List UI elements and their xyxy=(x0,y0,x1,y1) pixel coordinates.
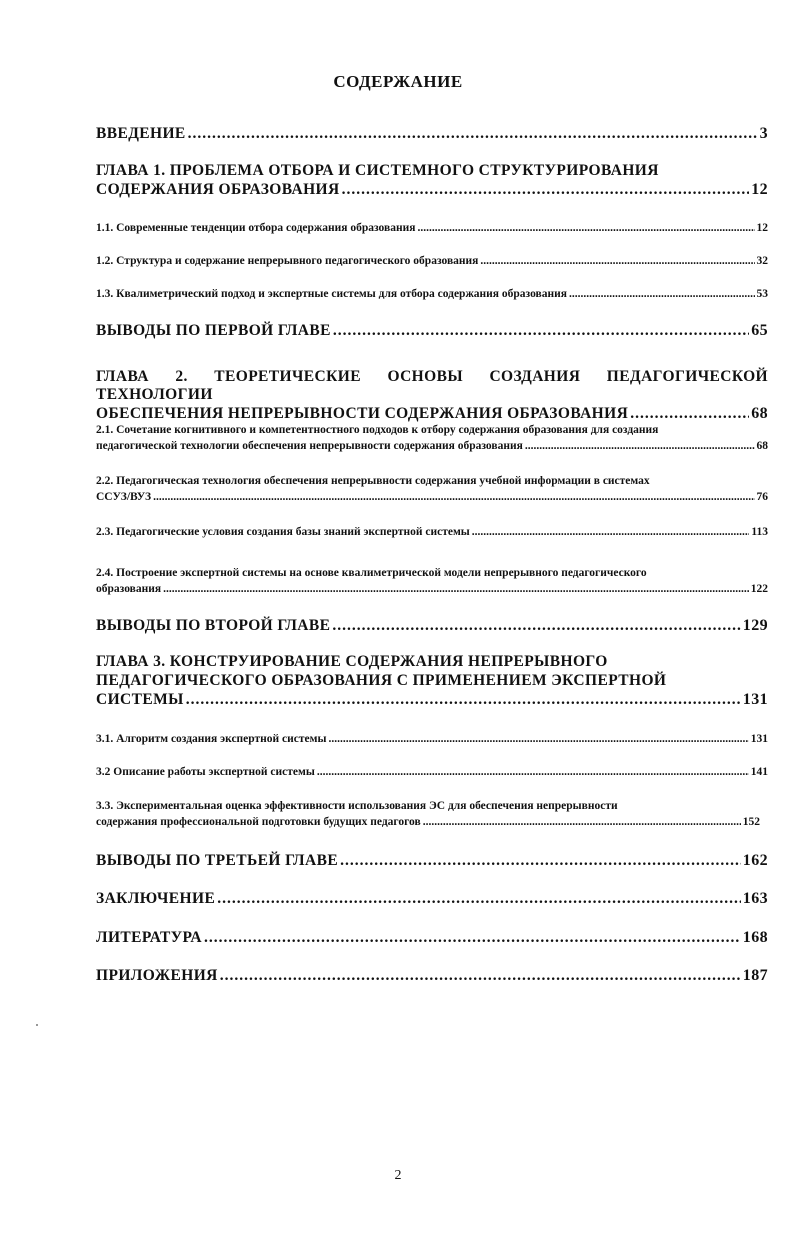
toc-entry-text: ГЛАВА 3. КОНСТРУИРОВАНИЕ СОДЕРЖАНИЯ НЕПРЕРЫВНОГО xyxy=(96,653,608,670)
toc-page-number: 12 xyxy=(751,181,768,198)
toc-entry-conclusions-chapter-1[interactable] xyxy=(96,322,768,340)
dot-leader xyxy=(472,526,750,538)
dot-leader xyxy=(332,617,740,635)
toc-entry-text: ЛИТЕРАТУРА xyxy=(96,929,202,946)
toc-entry-text: ССУЗ/ВУЗ xyxy=(96,491,152,503)
toc-entry-text: ПЕДАГОГИЧЕСКОГО ОБРАЗОВАНИЯ С ПРИМЕНЕНИЕМ ЭКСПЕРТНОЙ xyxy=(96,672,667,689)
toc-entry-text: ВЫВОДЫ ПО ПЕРВОЙ ГЛАВЕ xyxy=(96,322,331,339)
dot-leader xyxy=(217,890,741,908)
toc-entry-section-2-4[interactable] xyxy=(96,567,768,595)
dot-leader xyxy=(186,691,741,709)
toc-entry-text: 3.3. Экспериментальная оценка эффективности использования ЭС для обеспечения непрерывности xyxy=(96,800,618,812)
toc-entry-text: ВЫВОДЫ ПО ТРЕТЬЕЙ ГЛАВЕ xyxy=(96,852,339,869)
toc-page-number: 168 xyxy=(742,929,768,946)
dot-leader xyxy=(480,255,754,267)
toc-page-number: 163 xyxy=(742,890,768,907)
dot-leader xyxy=(333,322,749,340)
dot-leader xyxy=(153,491,754,503)
toc-entry-section-2-1[interactable] xyxy=(96,424,768,452)
toc-page-number: 65 xyxy=(751,322,768,339)
toc-page-number: 3 xyxy=(759,125,768,142)
toc-page-number: 187 xyxy=(742,967,768,984)
dot-leader xyxy=(204,929,741,947)
toc-entry-text: 3.1. Алгоритм создания экспертной системы xyxy=(96,733,327,745)
toc-page-number: 76 xyxy=(756,491,768,503)
toc-page-number: 32 xyxy=(756,255,768,267)
toc-entry-text: 1.2. Структура и содержание непрерывного педагогического образования xyxy=(96,255,479,267)
toc-entry-section-1-1[interactable] xyxy=(96,222,768,234)
toc-entry-text: ГЛАВА 2. ТЕОРЕТИЧЕСКИЕ ОСНОВЫ СОЗДАНИЯ ПЕДАГОГИЧЕСКОЙ ТЕХНОЛОГИИ xyxy=(96,368,768,403)
toc-entry-section-3-2[interactable] xyxy=(96,766,768,778)
toc-page-number: 68 xyxy=(756,440,768,452)
toc-page-number: 12 xyxy=(756,222,768,234)
scan-speck xyxy=(36,1024,38,1026)
toc-page-number: 113 xyxy=(751,526,768,538)
toc-entry-text: ПРИЛОЖЕНИЯ xyxy=(96,967,218,984)
toc-entry-section-2-3[interactable] xyxy=(96,526,768,538)
dot-leader xyxy=(525,440,755,452)
toc-entry-text: 2.1. Сочетание когнитивного и компетентностного подходов к отбору содержания образования для создания xyxy=(96,424,659,436)
toc-entry-chapter-3[interactable] xyxy=(96,653,768,709)
toc-entry-section-3-1[interactable] xyxy=(96,733,768,745)
toc-entry-section-1-2[interactable] xyxy=(96,255,768,267)
toc-entry-appendices[interactable] xyxy=(96,967,768,985)
toc-entry-text: ГЛАВА 1. ПРОБЛЕМА ОТБОРА И СИСТЕМНОГО СТРУКТУРИРОВАНИЯ xyxy=(96,162,659,179)
toc-page-number: 141 xyxy=(750,766,768,778)
toc-page-number: 162 xyxy=(742,852,768,869)
dot-leader xyxy=(340,852,741,870)
toc-entry-text: ВЫВОДЫ ПО ВТОРОЙ ГЛАВЕ xyxy=(96,617,331,634)
toc-entry-text: СИСТЕМЫ xyxy=(96,691,184,708)
toc-entry-text: педагогической технологии обеспечения непрерывности содержания образования xyxy=(96,440,523,452)
toc-entry-text: ЗАКЛЮЧЕНИЕ xyxy=(96,890,216,907)
dot-leader xyxy=(317,766,749,778)
toc-page-number: 53 xyxy=(756,288,768,300)
toc-page-number: 152 xyxy=(742,816,760,828)
toc-entry-section-2-2[interactable] xyxy=(96,475,768,503)
toc-entry-text: 3.2 Описание работы экспертной системы xyxy=(96,766,315,778)
toc-entry-text: образования xyxy=(96,583,162,595)
toc-page-number: 129 xyxy=(742,617,768,634)
toc-entry-chapter-2[interactable] xyxy=(96,368,768,423)
dot-leader xyxy=(163,583,749,595)
toc-entry-section-1-3[interactable] xyxy=(96,288,768,300)
dot-leader xyxy=(423,816,741,828)
toc-entry-section-3-3[interactable] xyxy=(96,800,768,828)
toc-entry-text: ОБЕСПЕЧЕНИЯ НЕПРЕРЫВНОСТИ СОДЕРЖАНИЯ ОБРАЗОВАНИЯ xyxy=(96,405,629,422)
page-title: СОДЕРЖАНИЕ xyxy=(333,72,463,91)
toc-entry-conclusions-chapter-2[interactable] xyxy=(96,617,768,635)
toc-entry-text: 2.4. Построение экспертной системы на основе квалиметрической модели непрерывного педагогического xyxy=(96,567,647,579)
toc-entry-conclusions-chapter-3[interactable] xyxy=(96,852,768,870)
dot-leader xyxy=(328,733,748,745)
toc-entry-references[interactable] xyxy=(96,929,768,947)
dot-leader xyxy=(188,125,758,143)
dot-leader xyxy=(342,181,750,199)
toc-entry-text: 1.1. Современные тенденции отбора содержания образования xyxy=(96,222,416,234)
dot-leader xyxy=(220,967,741,985)
toc-entry-text: 1.3. Квалиметрический подход и экспертные системы для отбора содержания образования xyxy=(96,288,567,300)
toc-page-number: 131 xyxy=(742,691,768,708)
dot-leader xyxy=(417,222,754,234)
dot-leader xyxy=(569,288,755,300)
page-number-footer: 2 xyxy=(394,1168,402,1183)
toc-entry-text: СОДЕРЖАНИЯ ОБРАЗОВАНИЯ xyxy=(96,181,340,198)
toc-entry-text: ВВЕДЕНИЕ xyxy=(96,125,186,142)
dot-leader xyxy=(630,405,749,423)
toc-page-number: 131 xyxy=(750,733,768,745)
toc-entry-text: 2.3. Педагогические условия создания базы знаний экспертной системы xyxy=(96,526,470,538)
toc-entry-text: содержания профессиональной подготовки будущих педагогов xyxy=(96,816,421,828)
toc-entry-conclusion[interactable] xyxy=(96,890,768,908)
toc-page-number: 122 xyxy=(750,583,768,595)
toc-entry-text: 2.2. Педагогическая технология обеспечения непрерывности содержания учебной информации в системах xyxy=(96,475,650,487)
toc-entry-chapter-1[interactable] xyxy=(96,162,768,199)
toc-entry-introduction[interactable] xyxy=(96,125,768,143)
toc-page-number: 68 xyxy=(751,405,768,422)
